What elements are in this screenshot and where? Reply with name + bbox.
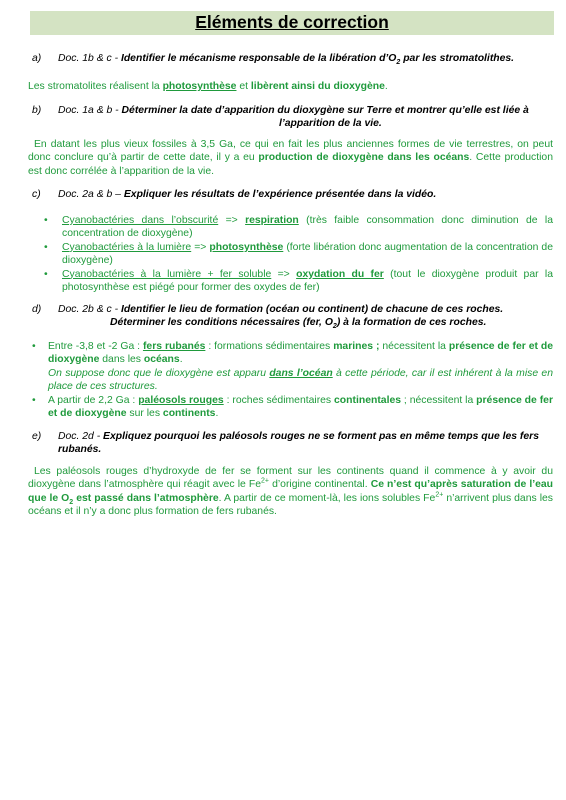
list-item (44, 241, 553, 268)
arrow: => (218, 215, 246, 226)
answer-text: En datant les plus vieux fossiles à 3,5 Ga, ce qui en fait les plus anciennes formes de vie terrestres, on peut donc conclure qu’à partir de cette date, il y a eu (28, 139, 553, 164)
list-item-text: nécessitent la (379, 341, 449, 352)
question-doc: Doc. 1b & c - (58, 53, 121, 64)
note-text: à cette période, car il est inhérent à la mise en place de ces structures. (48, 367, 553, 393)
list-item (32, 340, 553, 394)
list-item-text: (très faible consommation donc diminution de la concentration de dioxygène) (62, 215, 553, 240)
answer-e (28, 465, 553, 519)
list-item-text: (tout le dioxygène produit par la photosynthèse est piégé pour former des oxydes de fer) (62, 268, 553, 294)
question-label: e) (32, 431, 42, 442)
answer-text: d’origine continental. (269, 479, 371, 491)
list-item-text: A partir de 2,2 Ga : (48, 394, 139, 406)
page-title: Eléments de correction (195, 12, 389, 32)
question-label: c) (32, 189, 41, 200)
answer-a (28, 80, 553, 93)
answer-text: et (236, 81, 251, 92)
arrow: => (191, 241, 210, 253)
question-text: Déterminer les conditions nécessaires (fer, O (110, 317, 333, 329)
question-text: Expliquez pourquoi les paléosols rouges ne se forment pas en même temps que les fers (103, 431, 539, 442)
question-d (32, 303, 547, 330)
list-item-text: sur les (126, 408, 163, 420)
keyword: libèrent ainsi du dioxygène (250, 81, 385, 92)
question-doc: Doc. 2b & c - (58, 304, 121, 315)
note-text: On suppose donc que le dioxygène est apparu (48, 367, 270, 379)
subscript: 2 (332, 323, 337, 331)
keyword: fers rubanés (142, 341, 206, 352)
bullet-icon: • (44, 268, 48, 280)
answer-text: . (384, 81, 388, 92)
list-item-text: ; nécessitent la (401, 394, 477, 406)
list-item-text: : formations sédimentaires (205, 341, 334, 352)
list-item (44, 214, 553, 241)
list-item-text: . (179, 354, 183, 366)
list-item-subject: Cyanobactéries à la lumière (62, 241, 192, 253)
list-item-text: : roches sédimentaires (223, 394, 335, 406)
keyword: dans l’océan (269, 367, 333, 379)
bullet-icon: • (44, 215, 48, 226)
question-label: d) (32, 304, 42, 315)
keyword: production de dioxygène dans les océans (258, 152, 470, 164)
question-text: Identifier le lieu de formation (océan ou continent) de chacune de ces roches. (120, 304, 504, 315)
bullet-icon: • (32, 341, 36, 352)
subscript: 2 (69, 498, 74, 506)
keyword: marines ; (333, 341, 380, 352)
keyword: océans (143, 354, 180, 366)
list-item (32, 394, 553, 421)
question-text: par les stromatolithes. (400, 53, 515, 64)
list-item-text: Entre -3,8 et -2 Ga : (48, 341, 143, 352)
keyword: photosynthèse (162, 81, 237, 92)
question-text: l’apparition de la vie. (279, 118, 382, 130)
keyword: est passé dans l’atmosphère (73, 492, 219, 504)
keyword: Ce n’est qu’après saturation de l’eau que le O (28, 479, 553, 504)
answer-text: . A partir de ce moment-là, les ions solubles Fe (218, 492, 436, 504)
question-doc: Doc. 2d - (58, 431, 104, 442)
subscript: 2 (396, 59, 401, 67)
question-label: a) (32, 53, 42, 64)
answer-text: n’arrivent plus dans les océans et il n’y a donc plus formation de fers rubanés. (28, 492, 553, 518)
answer-text: . Cette production est donc corrélée à l’apparition de la vie. (28, 152, 553, 177)
question-text: rubanés. (58, 444, 102, 456)
list-item (44, 268, 553, 295)
question-b (32, 104, 547, 131)
title-bar (30, 11, 554, 35)
keyword: respiration (245, 215, 299, 226)
superscript: 2+ (435, 491, 444, 499)
answer-text: Les stromatolites réalisent la (28, 81, 163, 92)
answer-text: Les paléosols rouges d’hydroxyde de fer se forment sur les continents quand il commence à y avoir du dioxygène dans l’atmosphère qui réagit avec le Fe (28, 466, 553, 491)
keyword: paléosols rouges (138, 394, 224, 406)
question-text: Expliquer les résultats de l’expérience présentée dans la vidéo. (123, 189, 437, 200)
keyword: continents (162, 408, 216, 420)
list-item-text: (forte libération donc augmentation de la concentration de dioxygène) (62, 241, 553, 267)
question-text: ) à la formation de ces roches. (336, 317, 487, 329)
answer-c-list (44, 214, 553, 294)
keyword: présence de fer et de dioxygène (48, 341, 553, 366)
answer-d-list (32, 340, 553, 420)
list-item-note (48, 367, 553, 394)
list-item-text: . (215, 408, 219, 420)
keyword: photosynthèse (209, 241, 284, 253)
question-a (32, 52, 547, 65)
answer-b (28, 138, 553, 178)
question-label: b) (32, 105, 42, 116)
question-doc: Doc. 2a & b – (58, 189, 124, 200)
question-text: Déterminer la date d’apparition du dioxygène sur Terre et montrer qu’elle est liée à (121, 105, 529, 116)
arrow: => (271, 268, 297, 280)
question-c (32, 188, 547, 201)
list-item-subject: Cyanobactéries dans l’obscurité (62, 215, 219, 226)
bullet-icon: • (32, 394, 36, 406)
bullet-icon: • (44, 241, 48, 253)
keyword: oxydation du fer (296, 268, 384, 280)
superscript: 2+ (261, 477, 269, 485)
list-item-subject: Cyanobactéries à la lumière + fer soluble (62, 268, 272, 280)
question-e (32, 430, 547, 457)
keyword: continentales (334, 394, 402, 406)
list-item-text: dans les (99, 354, 144, 366)
question-doc: Doc. 1a & b - (58, 105, 122, 116)
question-text: Identifier le mécanisme responsable de la libération d’O (120, 53, 397, 64)
keyword: présence de fer et de dioxygène (48, 394, 553, 420)
